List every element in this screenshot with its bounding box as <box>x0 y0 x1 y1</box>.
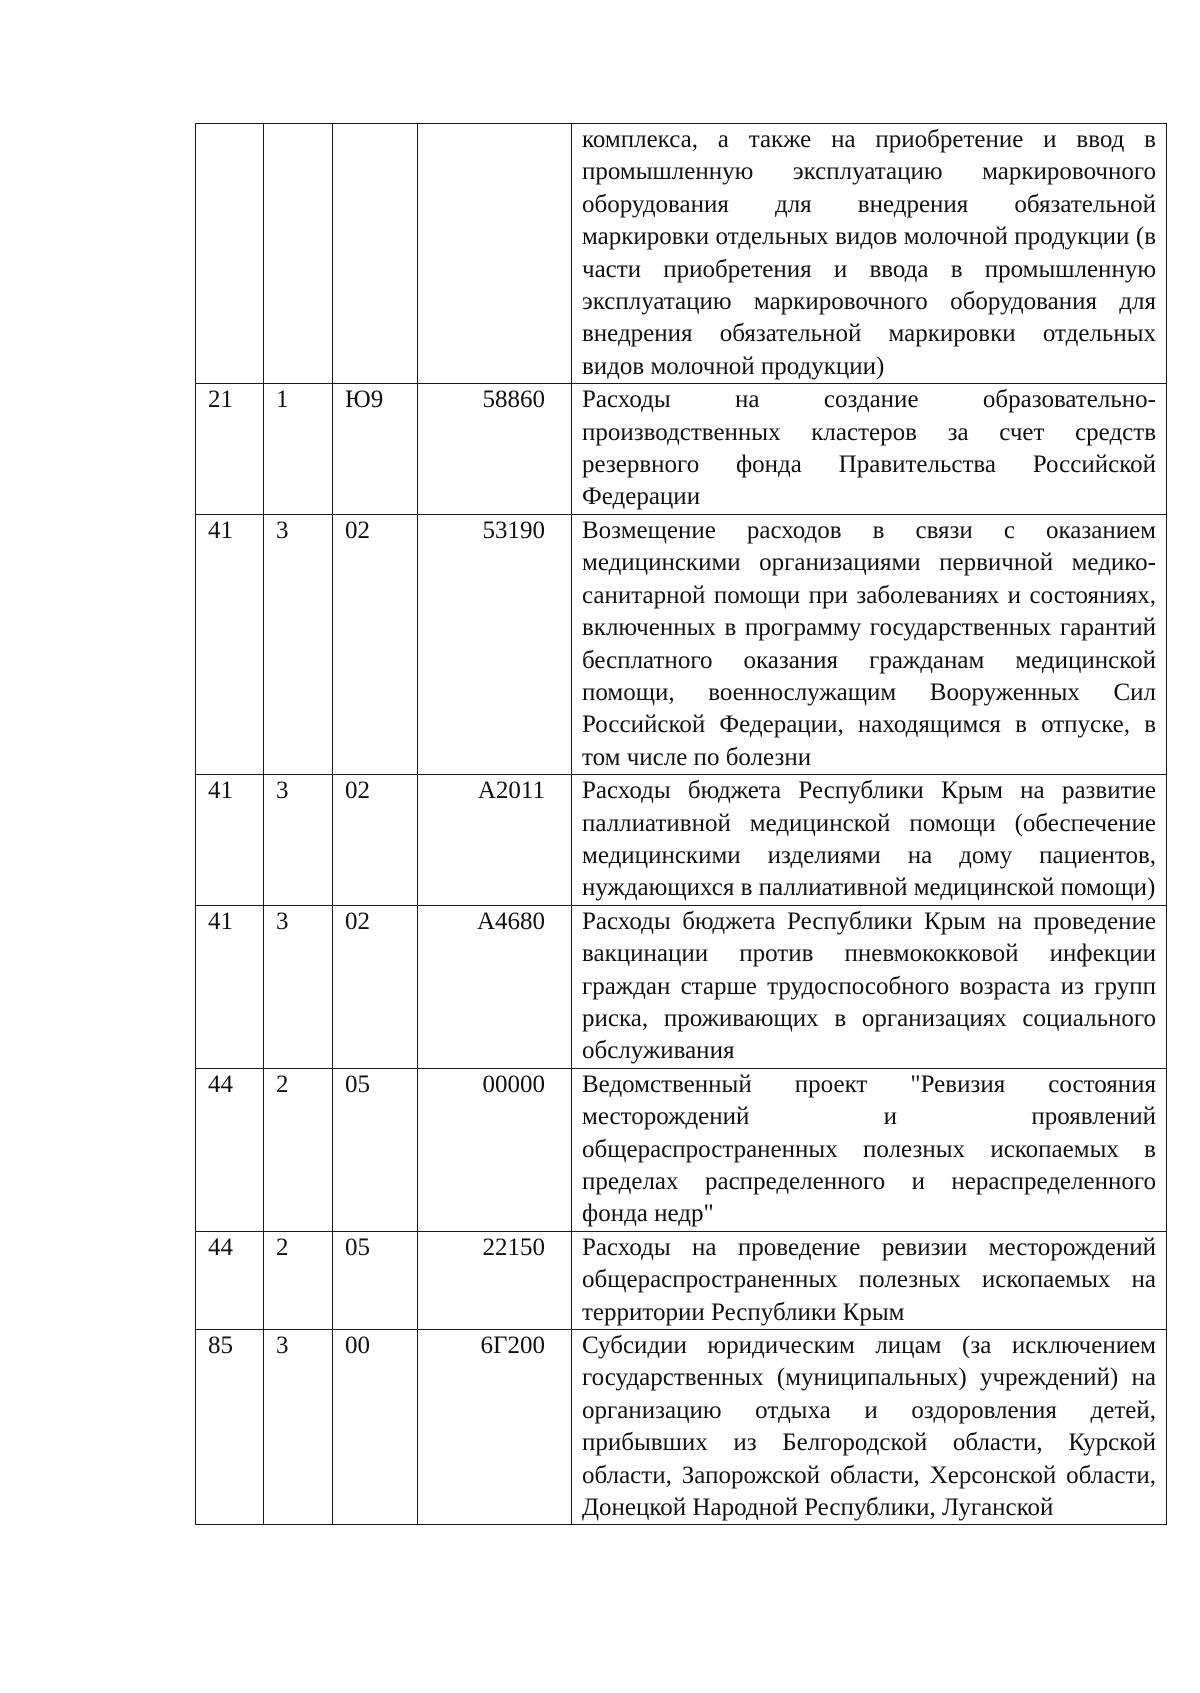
code-cell-4: 6Г200 <box>418 1330 572 1525</box>
code-cell-2: 3 <box>264 514 333 774</box>
description-cell: Возмещение расходов в связи с оказанием медицинскими организациями первичной медико-санитарной помощи при заболеваниях и состояниях, включенных в программу государственных гарантий бесплатного оказания гражданам медицинской помощи, военнослужащим Вооруженных Сил Российской Федерации, находящимся в отпуске, в том числе по болезни <box>572 514 1167 774</box>
code-cell-4: А4680 <box>418 905 572 1068</box>
code-cell-2: 3 <box>264 905 333 1068</box>
code-cell-3: 05 <box>333 1068 418 1231</box>
code-cell-3: 05 <box>333 1231 418 1329</box>
code-cell-3: 02 <box>333 514 418 774</box>
description-cell: Ведомственный проект "Ревизия состояния месторождений и проявлений общераспространенных полезных ископаемых в пределах распределенного и нераспределенного фонда недр" <box>572 1068 1167 1231</box>
code-cell-3: 02 <box>333 775 418 906</box>
table-row <box>196 1068 1167 1231</box>
code-cell-1 <box>196 124 264 384</box>
code-cell-2 <box>264 124 333 384</box>
code-cell-1: 41 <box>196 775 264 906</box>
code-cell-4: 53190 <box>418 514 572 774</box>
code-cell-1: 44 <box>196 1068 264 1231</box>
code-cell-2: 2 <box>264 1231 333 1329</box>
budget-classification-table <box>195 123 1167 1525</box>
code-cell-4: 22150 <box>418 1231 572 1329</box>
table-row <box>196 384 1167 515</box>
table-row <box>196 775 1167 906</box>
code-cell-2: 3 <box>264 775 333 906</box>
table-row <box>196 905 1167 1068</box>
code-cell-1: 21 <box>196 384 264 515</box>
code-cell-3 <box>333 124 418 384</box>
code-cell-4: 58860 <box>418 384 572 515</box>
code-cell-2: 1 <box>264 384 333 515</box>
code-cell-4 <box>418 124 572 384</box>
description-cell: комплекса, а также на приобретение и ввод в промышленную эксплуатацию маркировочного оборудования для внедрения обязательной маркировки отдельных видов молочной продукции (в части приобретения и ввода в промышленную эксплуатацию маркировочного оборудования для внедрения обязательной маркировки отдельных видов молочной продукции) <box>572 124 1167 384</box>
code-cell-3: 00 <box>333 1330 418 1525</box>
code-cell-1: 41 <box>196 514 264 774</box>
code-cell-3: 02 <box>333 905 418 1068</box>
description-cell: Расходы на создание образовательно-производственных кластеров за счет средств резервного фонда Правительства Российской Федерации <box>572 384 1167 515</box>
description-cell: Расходы на проведение ревизии месторождений общераспространенных полезных ископаемых на территории Республики Крым <box>572 1231 1167 1329</box>
table-row <box>196 124 1167 384</box>
table-row <box>196 1330 1167 1525</box>
description-cell: Субсидии юридическим лицам (за исключением государственных (муниципальных) учреждений) на организацию отдыха и оздоровления детей, прибывших из Белгородской области, Курской области, Запорожской области, Херсонской области, Донецкой Народной Республики, Луганской <box>572 1330 1167 1525</box>
table-row <box>196 514 1167 774</box>
code-cell-2: 2 <box>264 1068 333 1231</box>
code-cell-1: 85 <box>196 1330 264 1525</box>
code-cell-4: 00000 <box>418 1068 572 1231</box>
code-cell-1: 44 <box>196 1231 264 1329</box>
description-cell: Расходы бюджета Республики Крым на развитие паллиативной медицинской помощи (обеспечение медицинскими изделиями на дому пациентов, нуждающихся в паллиативной медицинской помощи) <box>572 775 1167 906</box>
code-cell-3: Ю9 <box>333 384 418 515</box>
description-cell: Расходы бюджета Республики Крым на проведение вакцинации против пневмококковой инфекции граждан старше трудоспособного возраста из групп риска, проживающих в организациях социального обслуживания <box>572 905 1167 1068</box>
table-row <box>196 1231 1167 1329</box>
code-cell-1: 41 <box>196 905 264 1068</box>
code-cell-4: А2011 <box>418 775 572 906</box>
code-cell-2: 3 <box>264 1330 333 1525</box>
